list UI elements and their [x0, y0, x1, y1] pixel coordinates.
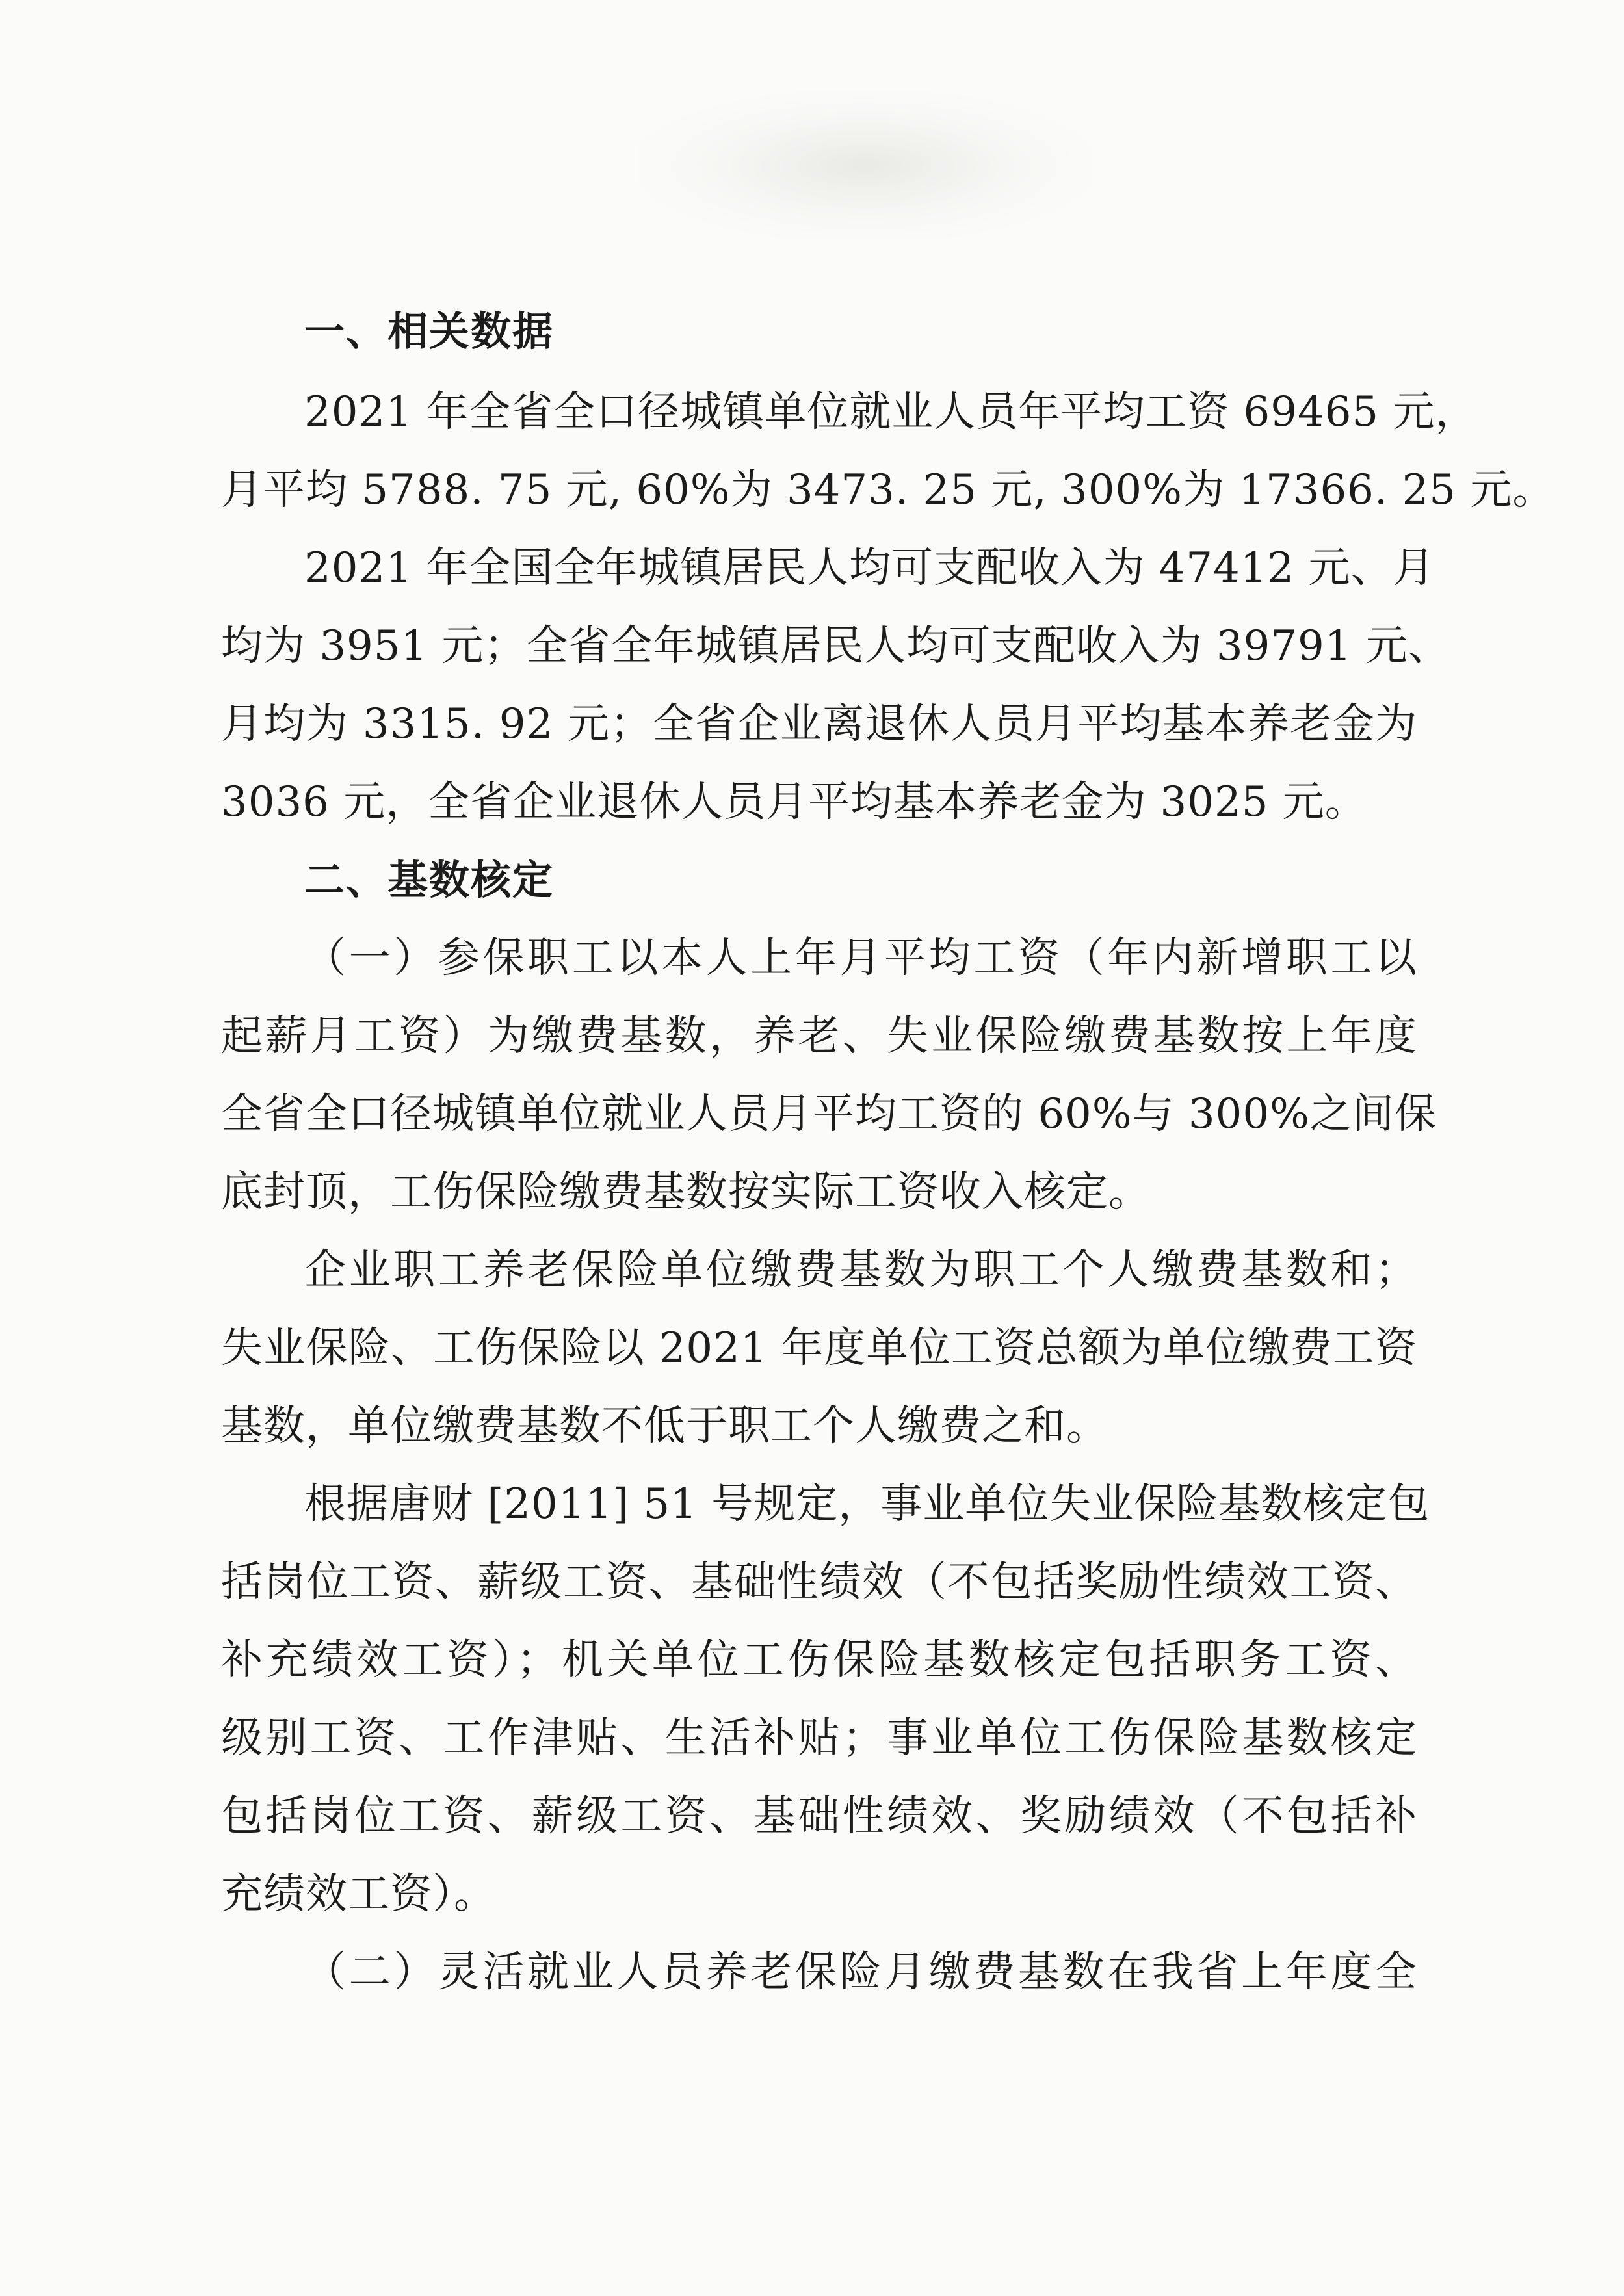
paragraph-line: 月均为 3315. 92 元；全省企业离退休人员月平均基本养老金为 — [221, 700, 1417, 748]
paragraph-line: 月平均 5788. 75 元, 60%为 3473. 25 元, 300%为 17366. 25 元。 — [221, 466, 1555, 514]
paragraph-line: （二）灵活就业人员养老保险月缴费基数在我省上年度全 — [304, 1948, 1417, 1996]
paragraph-line: 失业保险、工伤保险以 2021 年度单位工资总额为单位缴费工资 — [221, 1324, 1417, 1372]
paragraph-line: 充绩效工资）。 — [221, 1870, 496, 1918]
scan-artifact — [637, 91, 1092, 241]
paragraph-line: 基数，单位缴费基数不低于职工个人缴费之和。 — [221, 1402, 1108, 1450]
paragraph-line: 全省全口径城镇单位就业人员月平均工资的 60%与 300%之间保 — [221, 1090, 1437, 1138]
paragraph-line: 补充绩效工资）；机关单位工伤保险基数核定包括职务工资、 — [221, 1636, 1417, 1684]
paragraph-line: （一）参保职工以本人上年月平均工资（年内新增职工以 — [304, 934, 1417, 982]
paragraph-line: 底封顶，工伤保险缴费基数按实际工资收入核定。 — [221, 1168, 1151, 1216]
paragraph-line: 包括岗位工资、薪级工资、基础性绩效、奖励绩效（不包括补 — [221, 1792, 1417, 1840]
paragraph-line: 括岗位工资、薪级工资、基础性绩效（不包括奖励性绩效工资、 — [221, 1558, 1417, 1606]
paragraph-line: 2021 年全省全口径城镇单位就业人员年平均工资 69465 元， — [304, 388, 1478, 436]
section-heading-related-data: 一、相关数据 — [304, 307, 555, 355]
paragraph-line: 3036 元，全省企业退休人员月平均基本养老金为 3025 元。 — [221, 778, 1367, 826]
paragraph-line: 企业职工养老保险单位缴费基数为职工个人缴费基数和； — [304, 1246, 1417, 1294]
paragraph-line: 根据唐财 [2011] 51 号规定，事业单位失业保险基数核定包 — [304, 1480, 1430, 1528]
paragraph-line: 均为 3951 元；全省全年城镇居民人均可支配收入为 39791 元、 — [221, 622, 1450, 670]
paragraph-line: 起薪月工资）为缴费基数，养老、失业保险缴费基数按上年度 — [221, 1012, 1417, 1060]
section-heading-base-determination: 二、基数核定 — [304, 856, 555, 904]
paragraph-line: 2021 年全国全年城镇居民人均可支配收入为 47412 元、月 — [304, 544, 1435, 592]
paragraph-line: 级别工资、工作津贴、生活补贴；事业单位工伤保险基数核定 — [221, 1714, 1417, 1762]
